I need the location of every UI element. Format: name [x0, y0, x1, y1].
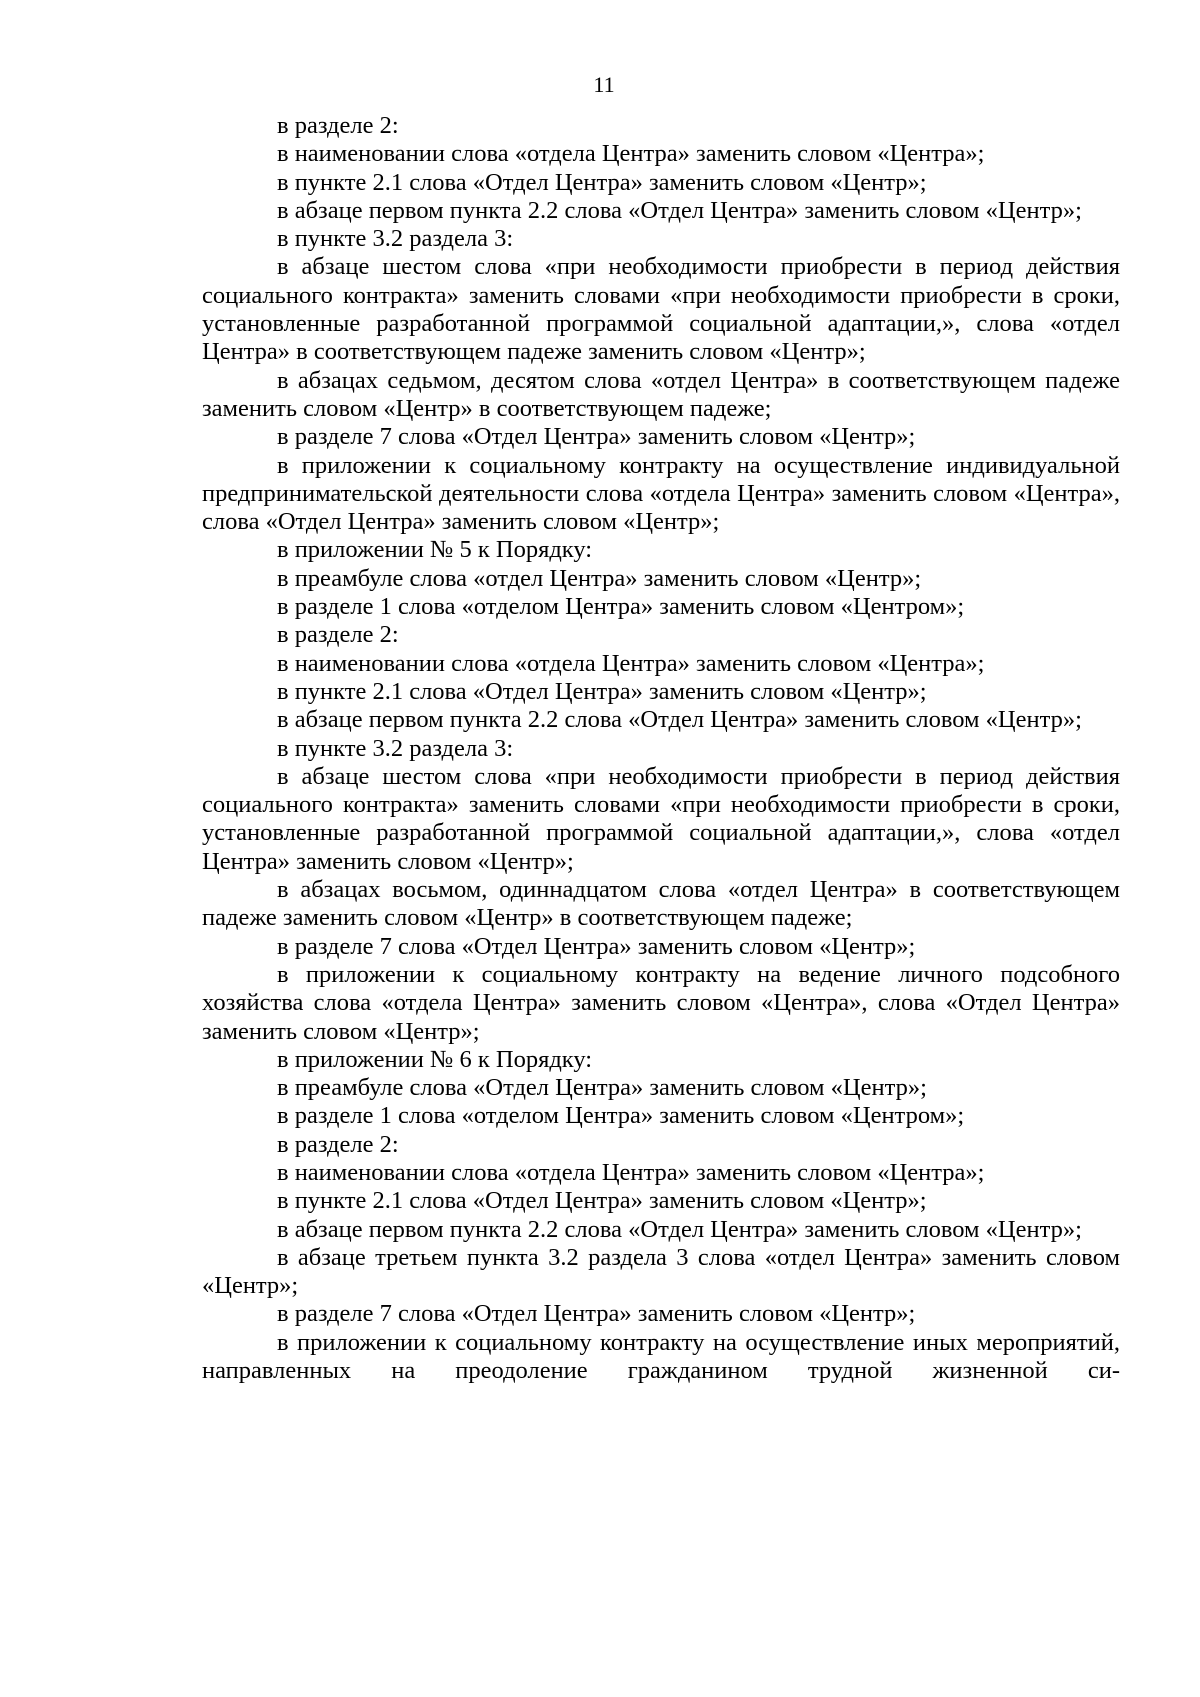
paragraph: в абзаце первом пункта 2.2 слова «Отдел Центра» заменить словом «Центр»; [277, 706, 1082, 734]
paragraph: в абзацах восьмом, одиннадцатом слова «отдел Центра» в соответствующем падеже заменить словом «Центр» в соответствующем падеже; [202, 876, 1120, 932]
paragraph: в разделе 2: [277, 1130, 399, 1158]
paragraph: в преамбуле слова «отдел Центра» заменить словом «Центр»; [277, 564, 922, 592]
paragraph: в абзаце третьем пункта 3.2 раздела 3 слова «отдел Центра» заменить словом «Центр»; [202, 1243, 1120, 1300]
paragraph: в приложении к социальному контракту на осуществление индивидуальной предпринимательской деятельности слова «отдела Центра» заменить словом «Центра», слова «Отдел Центра» заменить словом «Центр»; [202, 451, 1120, 536]
paragraph: в приложении № 5 к Порядку: [277, 536, 593, 564]
paragraph: в разделе 1 слова «отделом Центра» заменить словом «Центром»; [277, 1102, 965, 1130]
paragraph: в разделе 7 слова «Отдел Центра» заменить словом «Центр»; [277, 932, 916, 960]
paragraph: в разделе 7 слова «Отдел Центра» заменить словом «Центр»; [277, 1300, 916, 1328]
paragraph: в абзаце первом пункта 2.2 слова «Отдел Центра» заменить словом «Центр»; [277, 1215, 1082, 1243]
paragraph: в наименовании слова «отдела Центра» заменить словом «Центра»; [277, 649, 985, 677]
page-number: 11 [593, 72, 615, 97]
paragraph: в наименовании слова «отдела Центра» заменить словом «Центра»; [277, 1158, 985, 1186]
paragraph: в пункте 2.1 слова «Отдел Центра» заменить словом «Центр»; [277, 677, 927, 705]
paragraph: в абзацах седьмом, десятом слова «отдел Центра» в соответствующем падеже заменить словом «Центр» в соответствующем падеже; [202, 366, 1120, 422]
paragraph: в приложении к социальному контракту на ведение личного подсобного хозяйства слова «отдела Центра» заменить словом «Центра», слова «Отдел Центра» заменить словом «Центр»; [202, 960, 1120, 1045]
paragraph: в наименовании слова «отдела Центра» заменить словом «Центра»; [277, 140, 985, 168]
paragraph: в абзаце первом пункта 2.2 слова «Отдел Центра» заменить словом «Центр»; [277, 196, 1082, 224]
paragraph: в пункте 2.1 слова «Отдел Центра» заменить словом «Центр»; [277, 1187, 927, 1215]
paragraph: в приложении к социальному контракту на осуществление иных мероприятий, направленных на преодоление гражданином трудной жизненной си- [202, 1328, 1120, 1385]
paragraph: в пункте 2.1 слова «Отдел Центра» заменить словом «Центр»; [277, 168, 927, 196]
paragraph: в разделе 7 слова «Отдел Центра» заменить словом «Центр»; [277, 423, 916, 451]
document-body [202, 112, 1120, 1385]
paragraph: в преамбуле слова «Отдел Центра» заменить словом «Центр»; [277, 1074, 927, 1102]
paragraph: в разделе 2: [277, 112, 399, 139]
paragraph: в разделе 2: [277, 621, 399, 649]
paragraph: в пункте 3.2 раздела 3: [277, 225, 514, 253]
paragraph: в абзаце шестом слова «при необходимости приобрести в период действия социального контракта» заменить словами «при необходимости приобрести в сроки, установленные разработанной программой социальной адаптации,», слова «отдел Центра» заменить словом «Центр»; [202, 762, 1120, 875]
paragraph: в пункте 3.2 раздела 3: [277, 734, 514, 762]
paragraph: в абзаце шестом слова «при необходимости приобрести в период действия социального контракта» заменить словами «при необходимости приобрести в сроки, установленные разработанной программой социальной адаптации,», слова «отдел Центра» в соответствующем падеже заменить словом «Центр»; [202, 253, 1120, 366]
paragraph: в разделе 1 слова «отделом Центра» заменить словом «Центром»; [277, 593, 965, 621]
paragraph: в приложении № 6 к Порядку: [277, 1045, 593, 1073]
